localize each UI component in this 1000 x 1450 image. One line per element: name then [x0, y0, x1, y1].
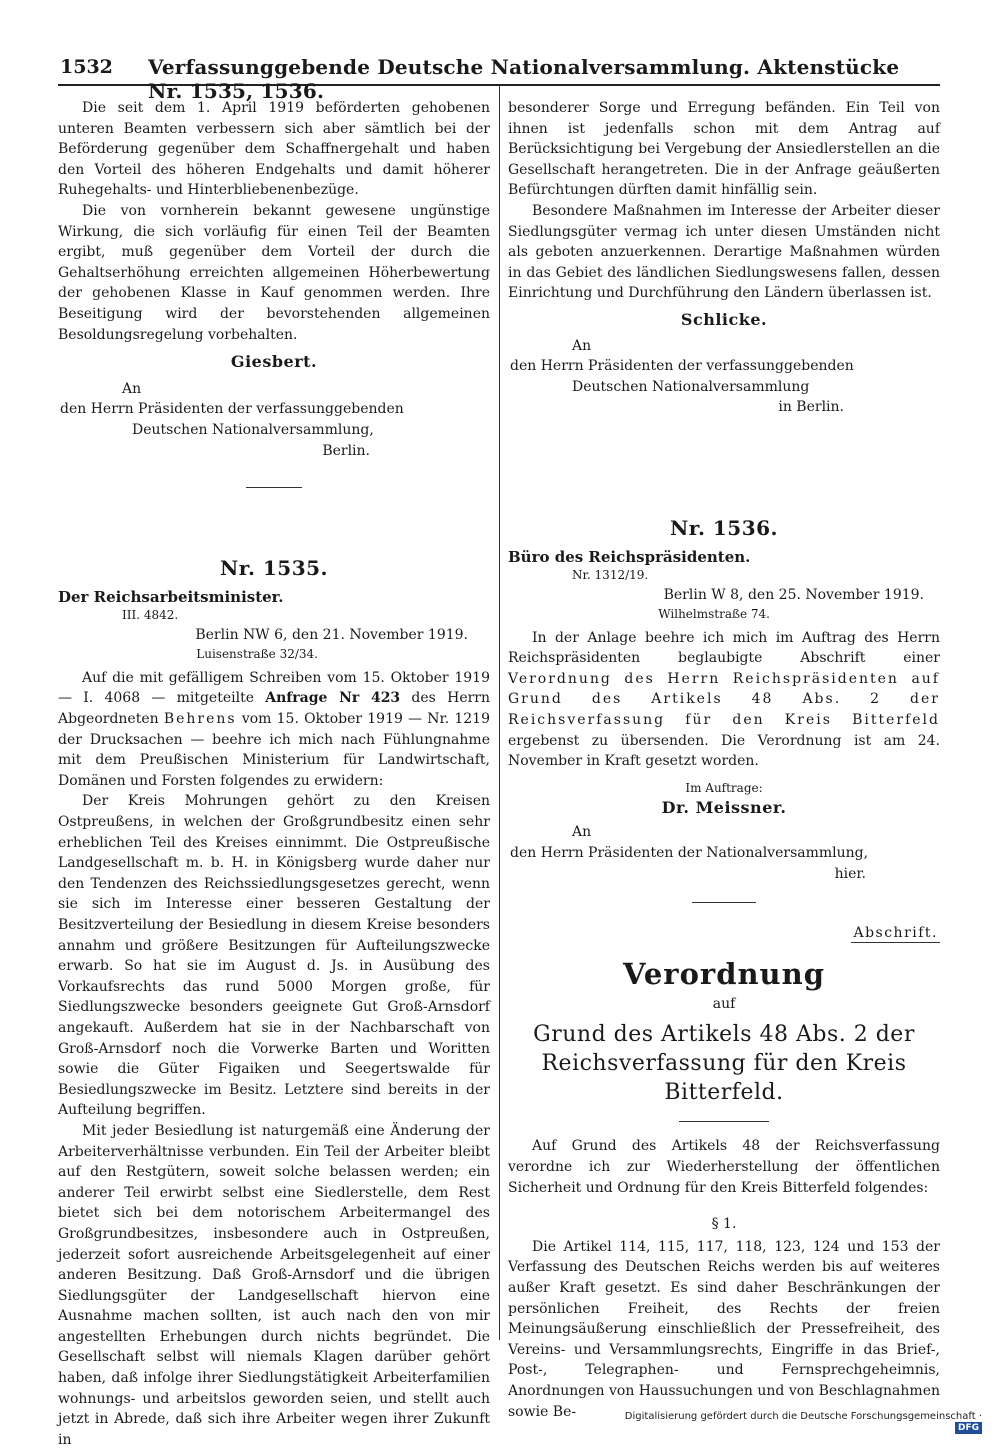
- dateline: Berlin NW 6, den 21. November 1919.: [195, 627, 468, 644]
- page-number: 1532: [60, 56, 113, 78]
- section-heading: § 1.: [711, 1216, 737, 1233]
- address-an: An: [122, 380, 142, 397]
- signature-meissner: Dr. Meissner.: [661, 797, 787, 817]
- signature-schlicke: Schlicke.: [680, 309, 768, 329]
- address-line: Deutschen Nationalversammlung,: [132, 421, 374, 438]
- address-an: An: [572, 337, 592, 354]
- address-line: den Herrn Präsidenten der Nationalversammlung,: [510, 845, 869, 862]
- separator-rule: [246, 487, 302, 488]
- paragraph: Besondere Maßnahmen im Interesse der Arbeiter dieser Siedlungsgüter vermag ich unter diesen Umständen nicht als geboten anzuerkennen. Derartige Maßnahmen würden in das Gebiet des ländlichen Siedlungswesens fallen, dessen Einrichtung und Durchführung den Ländern überlassen ist.: [508, 202, 940, 302]
- dfg-logo: DFG: [955, 1422, 982, 1434]
- paragraph: Der Kreis Mohrungen gehört zu den Kreisen Ostpreußens, in welchen der Großgrundbesitz einen sehr erheblichen Teil des Kreises einnimmt. Die Ostpreußische Landgesellschaft m. b. H. in Königsberg wurde daher nur den Tendenzen des Reichssiedlungsgesetzes gerecht, wenn sie sich im Interesse einer besseren Gestaltung der Besitzverteilung der Besiedlung in diesem Kreise besonders annahm und größere Besitzungen für Aufteilungszwecke erwarb. So hat sie im August d. Js. in Ausübung des Vorkaufsrechts das rund 5000 Morgen große, für Siedlungszwecke besonders geeignete Gut Groß-Arnsdorf angekauft. Außerdem hat sie in der Nachbarschaft von Groß-Arnsdorf noch die Vorwerke Barten und Woritten sowie die Güter Figaiken und Seegertswalde für Besiedlungszwecke im Besitz. Letztere sind bereits in der Aufteilung begriffen.: [58, 793, 490, 1119]
- ordinance-reference: Verordnung des Herrn Reichspräsidenten auf Grund des Artikels 48 Abs. 2 der Reichsverfassung für den Kreis Bitterfeld: [508, 670, 940, 729]
- street-address: Luisenstraße 32/34.: [196, 646, 318, 661]
- reference-number: Nr. 1312/19.: [572, 568, 649, 583]
- separator-rule: [692, 902, 756, 903]
- address-city: Berlin.: [322, 442, 370, 459]
- paragraph: Mit jeder Besiedlung ist naturgemäß eine Änderung der Arbeiterverhältnisse verbunden. Ein Teil der Arbeiter bleibt auf den Restgütern, soweit solche belassen werden; ein anderer Teil erwirbt selbst eine Siedlerstelle, dem Rest bietet sich bei dem notorischem Arbeitermangel des Großgrundbesitzes, insbesondere auch in Ostpreußen, jederzeit sofort ausreichende Arbeitsgelegenheit auf einer anderen Besitzung. Daß Groß-Arnsdorf und die übrigen Siedlungsgüter der Landgesellschaft hiervon eine Ausnahme machen sollten, ist auch nach den von mir angestellten Erhebungen durch nichts begründet. Die Gesellschaft selbst will niemals Klagen darüber gehört haben, daß infolge ihrer Siedlungstätigkeit Arbeiterfamilien wohnungs- und arbeitslos geworden seien, und stellt auch jetzt in Abrede, daß sich ihre Arbeiter wegen ihrer Zukunft in: [58, 1122, 490, 1448]
- page-header: [58, 50, 940, 103]
- reference-number: III. 4842.: [122, 608, 179, 623]
- document-number-1535: Nr. 1535.: [219, 556, 329, 581]
- paragraph: Auf Grund des Artikels 48 der Reichsverfassung verordne ich zur Wiederherstellung der öffentlichen Sicherheit und Ordnung für den Kreis Bitterfeld folgendes:: [508, 1138, 940, 1196]
- dateline: Berlin W 8, den 25. November 1919.: [663, 587, 924, 604]
- ordinance-auf: auf: [712, 995, 736, 1012]
- running-title: Verfassunggebende Deutsche Nationalversammlung. Aktenstücke Nr. 1535, 1536.: [148, 55, 900, 103]
- address-line: den Herrn Präsidenten der verfassunggebenden: [510, 358, 854, 375]
- department-heading: Büro des Reichspräsidenten.: [508, 547, 751, 566]
- paragraph-transmittal: In der Anlage beehre ich mich im Auftrag des Herrn Reichspräsidenten beglaubigte Abschrift einer Verordnung des Herrn Reichspräsidenten auf Grund des Artikels 48 Abs. 2 der Reichsverfassung für den Kreis Bitterfeld ergebenst zu übersenden. Die Verordnung ist am 24. November in Kraft gesetzt worden.: [508, 629, 940, 770]
- paragraph-inquiry: Auf die mit gefälligem Schreiben vom 15. Oktober 1919 — I. 4068 — mitgeteilte Anfrage Nr 423 des Herrn Abgeordneten Behrens vom 15. Oktober 1919 — Nr. 1219 der Drucksachen — beehre ich mich nach Fühlungnahme mit dem Preußischen Ministerium für Landwirtschaft, Domänen und Forsten folgendes zu erwidern:: [58, 669, 491, 789]
- paragraph: Die von vornherein bekannt gewesene ungünstige Wirkung, die sich vorläufig für einen Teil der Beamten ergibt, muß gegenüber dem Vorteil der durch die Gehaltserhöhung erreichten allgemeinen Höherbewertung der gehobenen Klasse in Kauf genommen werden. Ihre Beseitigung wird der bevorstehenden allgemeinen Besoldungsregelung vorbehalten.: [58, 202, 490, 343]
- column-divider: [499, 86, 500, 1340]
- separator-rule: [679, 1121, 769, 1122]
- inquiry-number: Anfrage Nr 423: [265, 690, 401, 707]
- ordinance-subtitle: Grund des Artikels 48 Abs. 2 der Reichsverfassung für den Kreis Bitterfeld.: [533, 1022, 915, 1106]
- address-city: hier.: [834, 865, 866, 882]
- paragraph: Die seit dem 1. April 1919 beförderten gehobenen unteren Beamten verbessern sich aber sämtlich bei der Beförderung gegenüber dem Schaffnergehalt und haben den Vorteil des höheren Endgehalts und damit höherer Ruhegehalts- und Hinterbliebenenbezüge.: [58, 100, 490, 199]
- document-number-1536: Nr. 1536.: [669, 515, 779, 540]
- right-column: [508, 98, 940, 1422]
- address-line: Deutschen Nationalversammlung: [572, 378, 810, 395]
- paragraph: besonderer Sorge und Erregung befänden. Ein Teil von ihnen ist jedenfalls schon mit dem Antrag auf Berücksichtigung bei Vergebung der Ansiedlerstellen an die Gesellschaft herangetreten. Die in der Anfrage geäußerten Befürchtungen dürften damit hinfällig sein.: [508, 100, 940, 199]
- funding-footer: [600, 1411, 982, 1434]
- copy-label: Abschrift.: [853, 925, 938, 942]
- left-column: [58, 98, 490, 1450]
- im-auftrage: Im Auftrage:: [685, 780, 763, 795]
- ordinance-title: Verordnung: [623, 956, 825, 991]
- footer-text: Digitalisierung gefördert durch die Deutsche Forschungsgemeinschaft ·: [624, 1411, 982, 1422]
- address-line: den Herrn Präsidenten der verfassunggebenden: [60, 401, 404, 418]
- deputy-name: Behrens: [163, 711, 237, 728]
- paragraph: Die Artikel 114, 115, 117, 118, 123, 124 und 153 der Verfassung des Deutschen Reichs werden bis auf weiteres außer Kraft gesetzt. Es sind daher Beschränkungen der persönlichen Freiheit, des Rechts der freien Meinungsäußerung einschließlich der Pressefreiheit, des Vereins- und Versammlungsrechts, Eingriffe in das Brief-, Post-, Telegraphen- und Fernsprechgeheimnis, Anordnungen von Haussuchungen und von Beschlagnahmen sowie Be-: [508, 1238, 940, 1420]
- signature-giesbert: Giesbert.: [230, 352, 318, 372]
- address-city: in Berlin.: [778, 399, 844, 416]
- department-heading: Der Reichsarbeitsminister.: [58, 587, 284, 606]
- street-address: Wilhelmstraße 74.: [658, 606, 770, 621]
- address-an: An: [572, 824, 592, 841]
